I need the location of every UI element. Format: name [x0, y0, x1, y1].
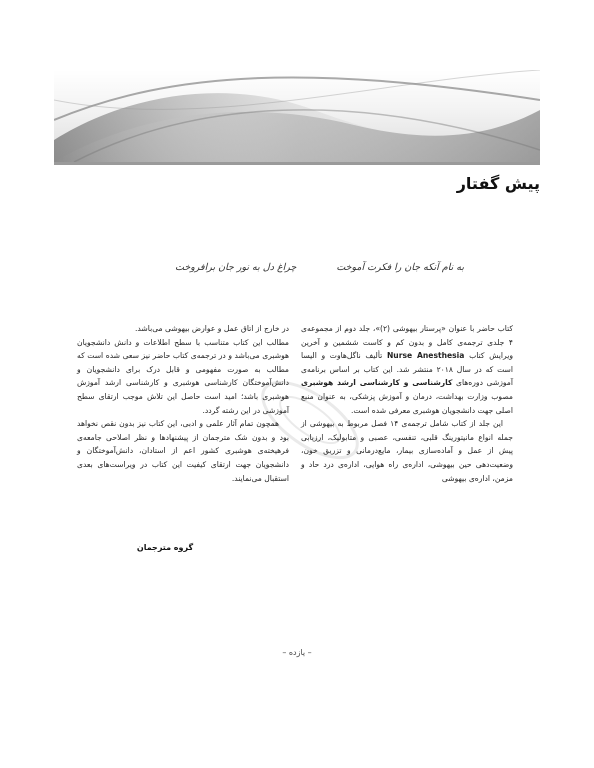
paragraph: این جلد از کتاب شامل ترجمه‌ی ۱۴ فصل مربوط به بیهوشی از جمله انواع مانیتورینگ قلبی، تنفسی، عصبی و متابولیک، ارزیابی پیش از عمل و آماده‌سازی بیمار، مایع‌درمانی و تزریق خون، وضعیت‌دهی حین بیهوشی، اداره‌ی راه هوایی، اداره‌ی درد حاد و مزمن، اداره‌ی بیهوشی — [301, 419, 513, 483]
signature: گروه مترجمان — [136, 543, 194, 552]
program-name-bold: کارشناسی و کارشناسی ارشد هوشبری — [301, 378, 453, 388]
paragraph-text: کتاب حاضر با عنوان «پرستار بیهوشی (۲)»، جلد دوم از مجموعه‌ی ۴ جلدی ترجمه‌ی کامل و بدون کم و کاست ششمین و آخرین ویرایش کتاب — [301, 324, 513, 361]
paragraph: مطالب این کتاب متناسب با سطح اطلاعات و دانش دانشجویان هوشبری می‌باشد و در ترجمه‌ی کتاب حاضر نیز سعی شده است که مطالب به صورت مفهومی و قابل درک برای دانشجویان و دانش‌آموختگان کارشناسی هوشبری و کارشناسی ارشد آموزش هوشبری باشد؛ امید است حاصل این تلاش موجب ارتقای سطح آموزشی در این رشته گردد. — [77, 337, 289, 415]
banner-divider — [54, 162, 540, 165]
banner-swirl-graphic — [54, 70, 540, 162]
header-banner — [54, 70, 540, 162]
page-number: – یازده – — [282, 648, 312, 657]
paragraph: در خارج از اتاق عمل و عوارض بیهوشی می‌باشد. — [135, 324, 289, 333]
poem-line-right: به نام آنکه جان را فکرت آموخت — [336, 262, 464, 273]
paragraph-text: مصوب وزارت بهداشت، درمان و آموزش پزشکی، به عنوان منبع اصلی جهت دانشجویان هوشبری معرفی شده است. — [301, 391, 513, 415]
paragraph: همچون تمام آثار علمی و ادبی، این کتاب نیز بدون نقص نخواهد بود و بدون شک مترجمان از پیشنهادها و نظر اصلاحی جامعه‌ی فرهیخته‌ی هوشبری کشور اعم از استادان، دانش‌آموختگان و دانشجویان جهت ارتقای کیفیت این کتاب در ویراست‌های بعدی استقبال می‌نمایند. — [77, 419, 289, 483]
page-title: پیش گفتار — [456, 174, 540, 193]
book-title-english: Nurse Anesthesia — [386, 351, 465, 361]
paragraph-text: تألیف ناگل‌هاوت و الیسا است که در سال ۲۰۱۸ منتشر شد. این کتاب بر اساس برنامه‌ی آموزشی دوره‌های — [301, 351, 513, 388]
poem-line-left: چراغ دل به نور جان برافروخت — [175, 262, 297, 273]
